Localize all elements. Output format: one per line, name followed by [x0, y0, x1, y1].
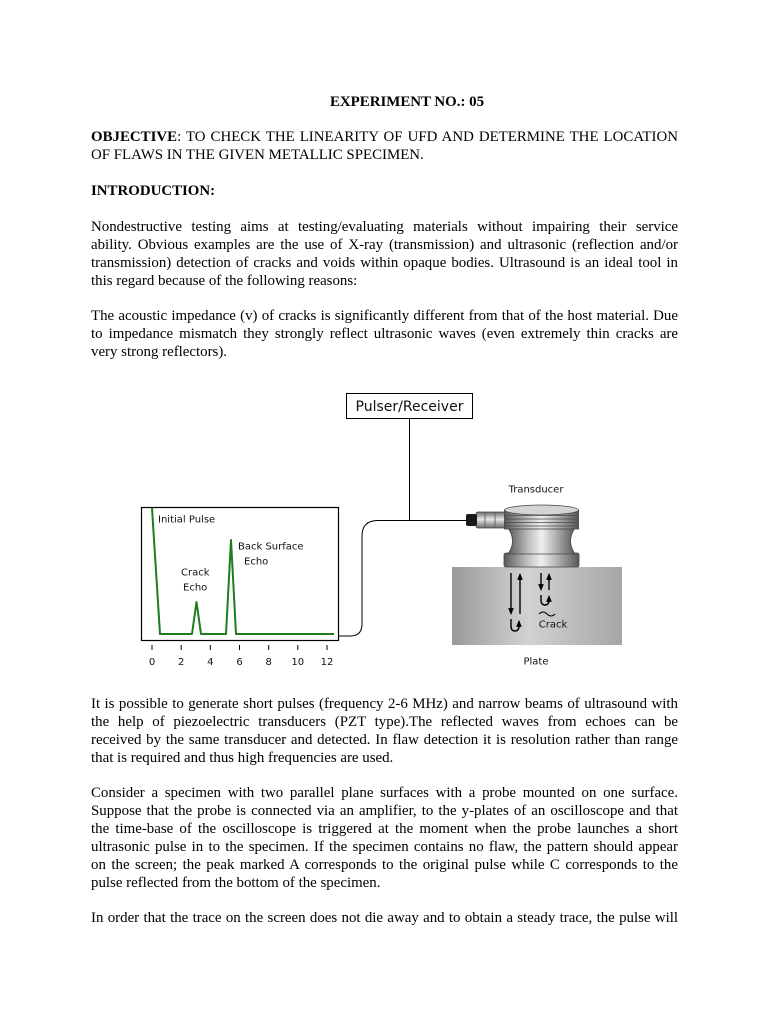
axis-tick-label: 12: [320, 657, 334, 668]
text-line: transmission) detection of cracks and voids within opaque bodies. Ultrasound is an ideal tool in: [91, 255, 678, 271]
axis-tick-label: 8: [265, 657, 272, 668]
paragraph: [91, 307, 678, 361]
axis-tick-label: 2: [178, 657, 185, 668]
paragraph: [91, 218, 678, 290]
pulser-receiver-label: Pulser/Receiver: [355, 399, 464, 415]
objective-label: OBJECTIVE: [91, 129, 178, 145]
axis-tick-label: 6: [236, 657, 243, 668]
oscilloscope-screen: [142, 508, 339, 641]
objective-line: [91, 128, 678, 146]
text-line: that is required and thus high frequencies are used.: [91, 750, 394, 766]
text-line: to impedance mismatch they strongly reflect ultrasonic waves (even extremely thin cracks are: [91, 326, 678, 342]
axis-tick-label: 4: [207, 657, 214, 668]
text-line: Nondestructive testing aims at testing/evaluating materials without impairing their service: [91, 219, 678, 235]
cable-connector: [476, 512, 507, 528]
text-line: the help of piezoelectric transducers (PZT type).The reflected waves from echoes can be: [91, 714, 678, 730]
ultrasonic-testing-diagram: [0, 380, 768, 680]
back-surface-echo-label: Back Surface: [238, 541, 304, 553]
paragraph: [91, 784, 678, 892]
initial-pulse-label: Initial Pulse: [158, 514, 216, 526]
text-line: ability. Obvious examples are the use of X-ray (transmission) and ultrasonic (reflection and/or: [91, 237, 678, 253]
crack-label: Crack: [538, 619, 568, 631]
transducer-label: Transducer: [508, 484, 564, 496]
axis-tick-label: 0: [148, 657, 156, 668]
text-line: very strong reflectors).: [91, 344, 228, 360]
text-line: Suppose that the probe is connected via an amplifier, to the y-plates of an oscilloscope and that: [91, 803, 678, 819]
back-surface-echo-label: Echo: [244, 556, 269, 568]
text-line: pulse reflected from the bottom of the specimen.: [91, 875, 381, 891]
experiment-title: EXPERIMENT NO.: 05: [330, 94, 485, 110]
pulser-receiver-box: [347, 394, 473, 419]
text-line: the time-base of the oscilloscope is triggered at the moment when the probe launches a short: [91, 821, 678, 837]
introduction-heading: INTRODUCTION:: [91, 183, 216, 199]
text-line: ultrasonic pulse in to the specimen. If the specimen contains no flaw, the pattern should appear: [91, 839, 678, 855]
crack-echo-label: Crack: [181, 567, 210, 579]
test-plate: [452, 567, 622, 645]
text-line: received by the same transducer and detected. In flaw detection it is resolution rather than range: [91, 732, 678, 748]
text-line: Consider a specimen with two parallel plane surfaces with a probe mounted on one surface.: [91, 785, 678, 801]
text-line: on the screen; the peak marked A corresponds to the original pulse while C corresponds to the: [91, 857, 678, 873]
text-line: this regard because of the following reasons:: [91, 273, 358, 289]
objective-line: OF FLAWS IN THE GIVEN METALLIC SPECIMEN.: [91, 147, 424, 163]
text-line: It is possible to generate short pulses (frequency 2-6 MHz) and narrow beams of ultrasound with: [91, 696, 678, 712]
text-line: The acoustic impedance (v) of cracks is significantly different from that of the host material. Due: [91, 308, 678, 324]
crack-echo-label: Echo: [183, 582, 208, 594]
paragraph: [91, 909, 678, 927]
axis-tick-label: 10: [291, 657, 305, 668]
signal-cable: [339, 419, 468, 637]
objective: [91, 128, 678, 164]
time-axis: [149, 645, 334, 668]
transducer: [466, 505, 579, 567]
plate-label: Plate: [523, 656, 549, 668]
paragraph: [91, 695, 678, 767]
text-line: In order that the trace on the screen does not die away and to obtain a steady trace, the pulse will: [91, 910, 678, 926]
objective-text: : TO CHECK THE LINEARITY OF UFD AND DETERMINE THE LOCATION: [177, 129, 678, 145]
